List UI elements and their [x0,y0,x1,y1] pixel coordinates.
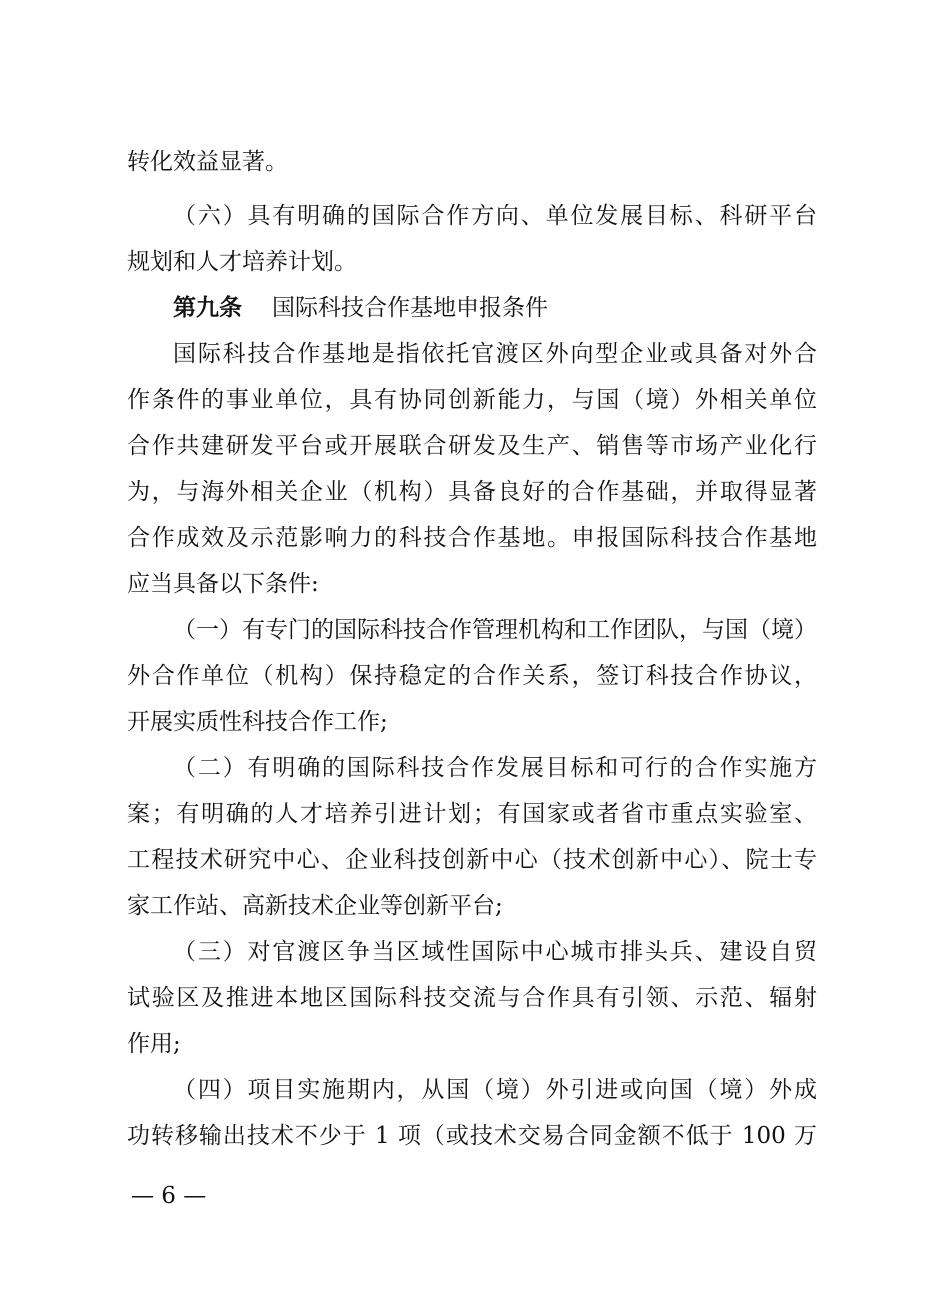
article-label: 第九条 [173,294,242,321]
text-line: 作用; [127,1031,181,1057]
text-line: 作条件的事业单位，具有协同创新能力，与国（境）外相关单位 [127,387,817,413]
text-line: 合作共建研发平台或开展联合研发及生产、销售等市场产业化行 [127,433,817,459]
text-line: 国际科技合作基地是指依托官渡区外向型企业或具备对外合 [173,341,817,367]
text-line: 转化效益显著。 [127,149,288,175]
text-line: （二）有明确的国际科技合作发展目标和可行的合作实施方 [173,755,817,781]
text-line: （一）有专门的国际科技合作管理机构和工作团队，与国（境） [173,617,817,643]
text-line: 工程技术研究中心、企业科技创新中心（技术创新中心）、院士专 [127,847,817,873]
text-line: 案；有明确的人才培养引进计划；有国家或者省市重点实验室、 [127,801,817,827]
text-line: 为，与海外相关企业（机构）具备良好的合作基础，并取得显著 [127,479,817,505]
text-line: 功转移输出技术不少于 1 项（或技术交易合同金额不低于 100 万 [127,1123,817,1149]
text-line: 家工作站、高新技术企业等创新平台; [127,893,503,919]
text-line: 应当具备以下条件: [127,571,319,597]
text-line: 试验区及推进本地区国际科技交流与合作具有引领、示范、辐射 [127,985,817,1011]
text-line: （六）具有明确的国际合作方向、单位发展目标、科研平台 [173,203,817,229]
text-line: 规划和人才培养计划。 [127,249,357,275]
text-line: 开展实质性科技合作工作; [127,709,388,735]
text-line: 合作成效及示范影响力的科技合作基地。申报国际科技合作基地 [127,525,817,551]
text-line: （四）项目实施期内，从国（境）外引进或向国（境）外成 [173,1077,817,1103]
article-title: 国际科技合作基地申报条件 [272,295,548,321]
text-line: （三）对官渡区争当区域性国际中心城市排头兵、建设自贸 [173,939,817,965]
article-heading [173,288,817,328]
text-line: 外合作单位（机构）保持稳定的合作关系，签订科技合作协议， [127,663,817,689]
page-number: — 6 — [131,1183,207,1209]
